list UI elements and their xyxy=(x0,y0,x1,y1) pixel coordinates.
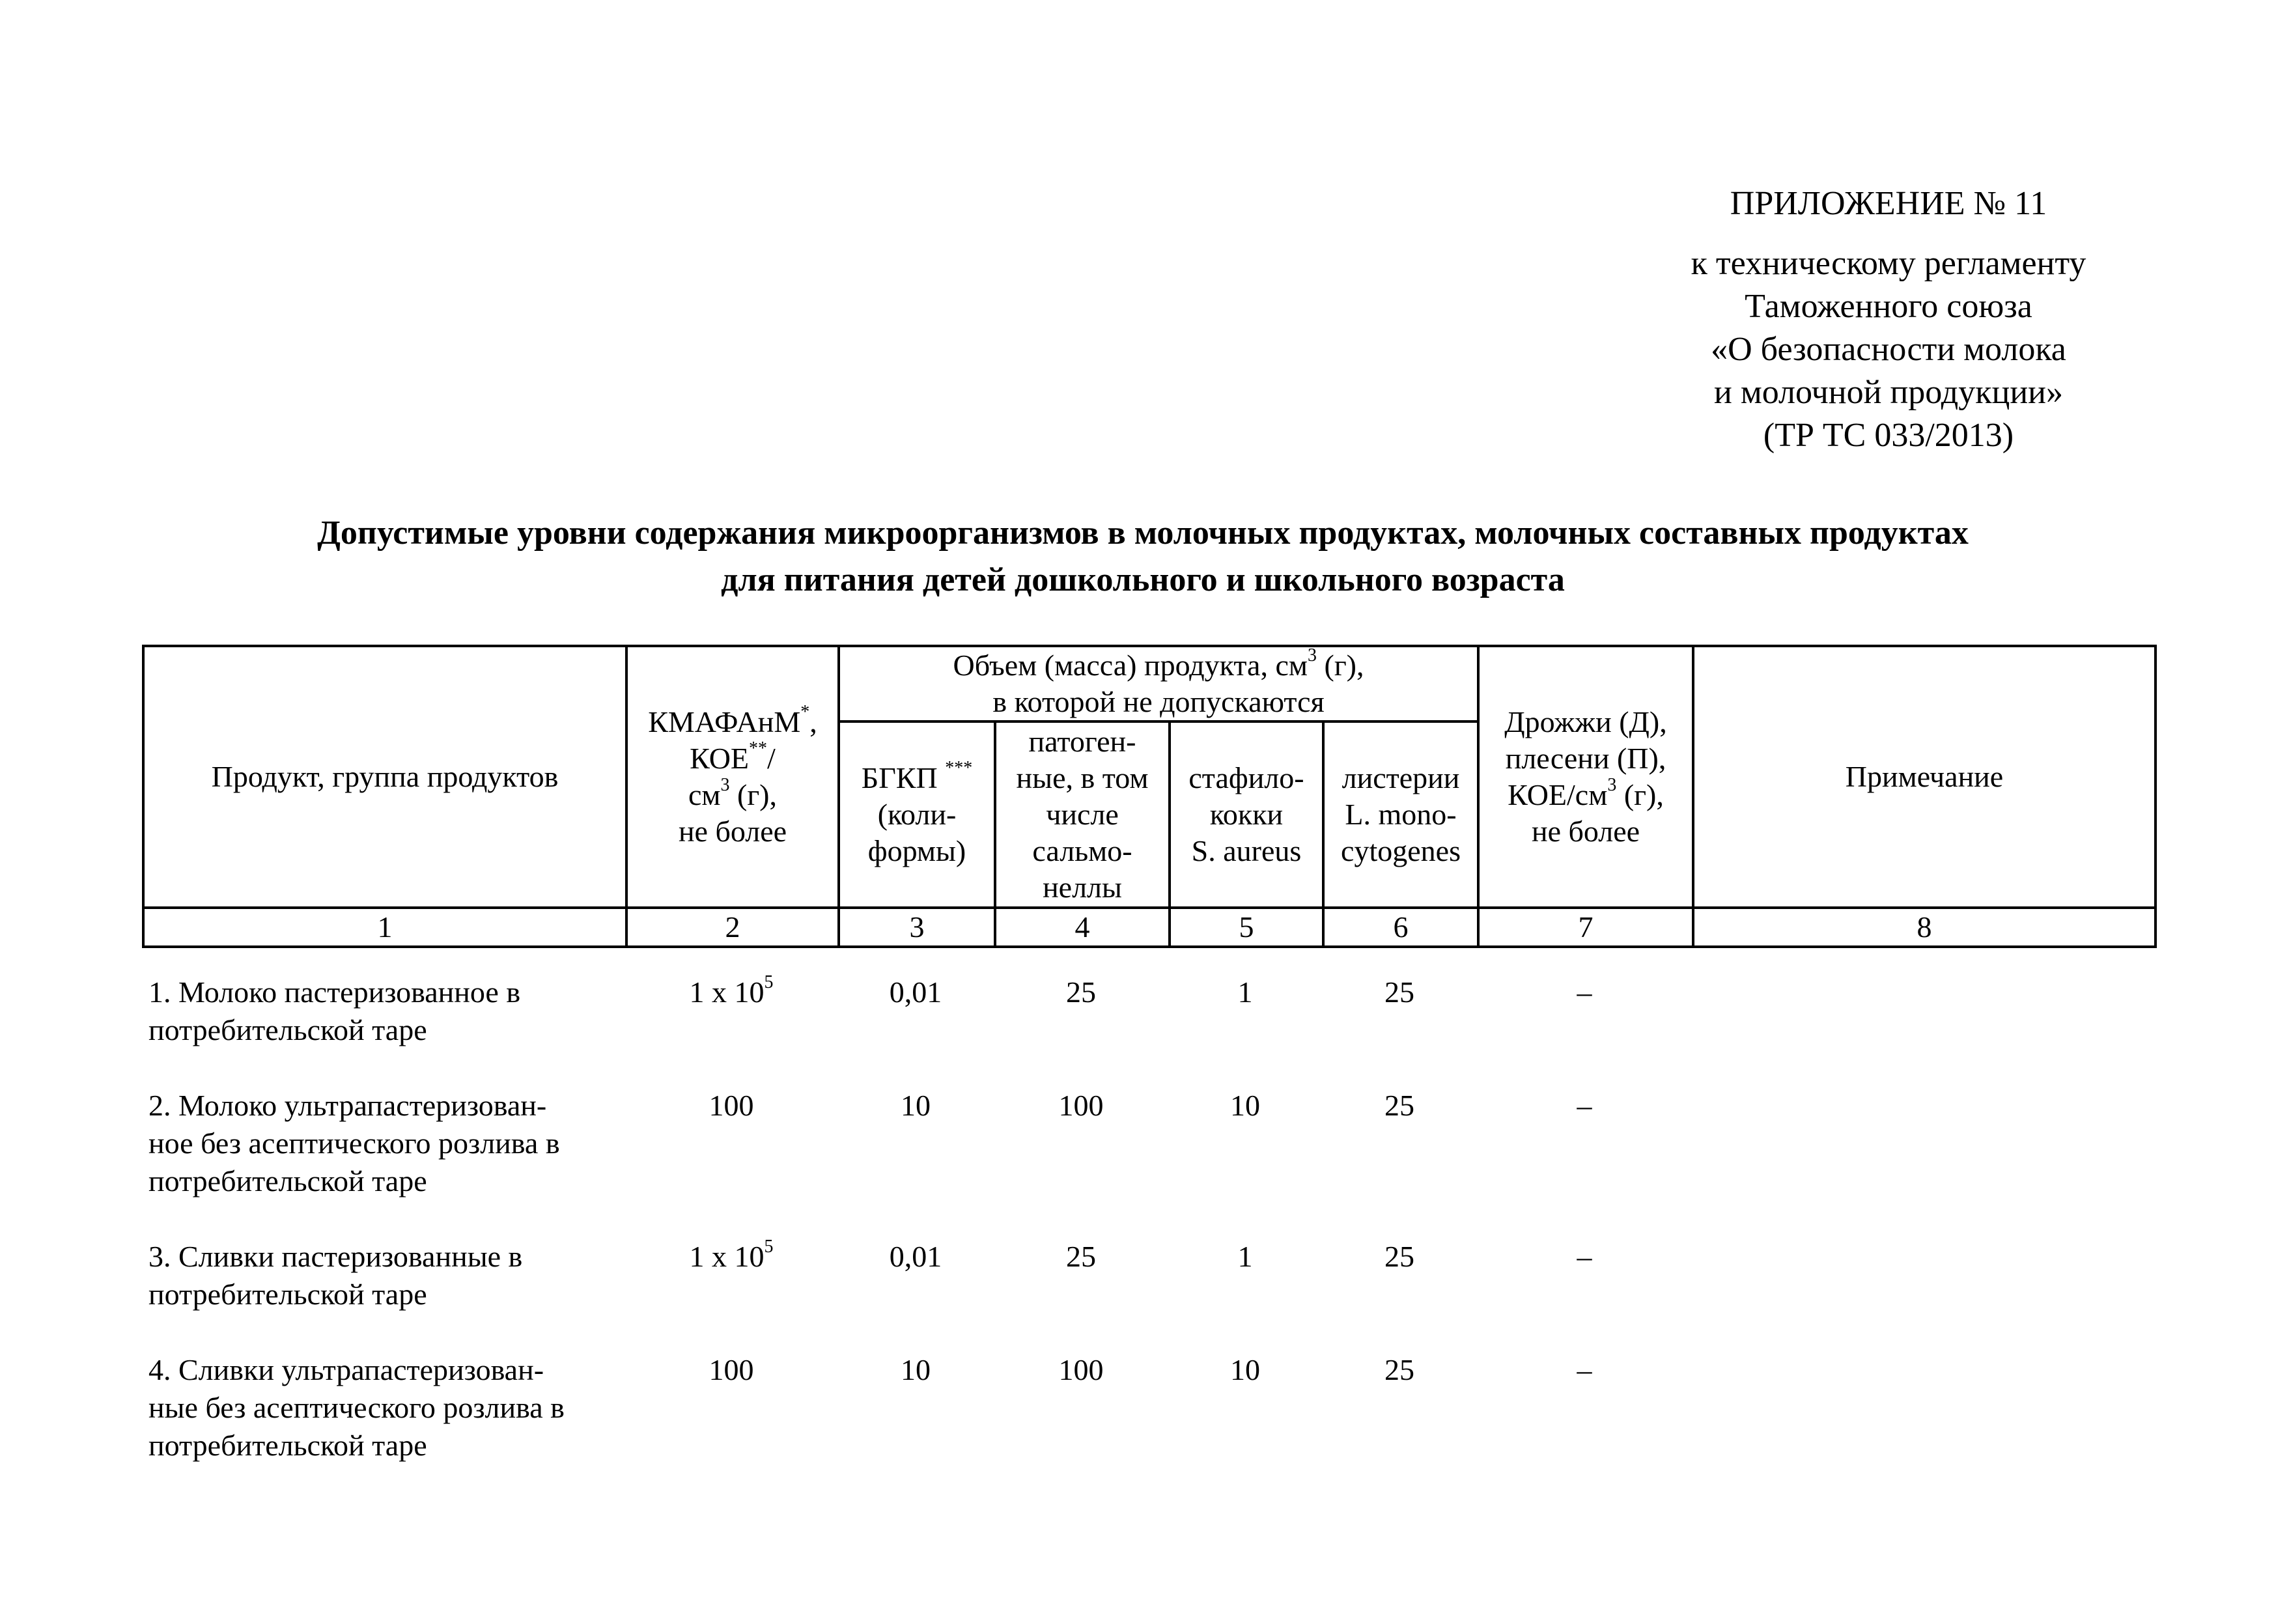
header-pathogens: патоген- ные, в том числе сальмо- неллы xyxy=(995,721,1170,908)
cell-bgkp: 10 xyxy=(901,1089,931,1122)
column-number: 6 xyxy=(1323,908,1478,947)
cell-kmafanm: 1 x $10^5$ xyxy=(689,972,774,1009)
column-number: 7 xyxy=(1478,908,1693,947)
table-body xyxy=(142,973,2154,1502)
cell-bgkp: 0,01 xyxy=(889,975,942,1009)
header-note: Примечание xyxy=(1693,646,2156,908)
cell-kmafanm: 1 x $10^5$ xyxy=(689,1237,774,1273)
table-header xyxy=(142,645,2157,948)
cell-pathogens: 100 xyxy=(1058,1089,1104,1122)
header-staph: стафило- кокки S. aureus xyxy=(1170,721,1323,908)
header-product: Продукт, группа продуктов xyxy=(143,646,626,908)
header-yeast: Дрожжи (Д), плесени (П), КОЕ/$см^3$ (г), не более xyxy=(1478,646,1693,908)
table-row xyxy=(142,1087,2154,1238)
cell-bgkp: 10 xyxy=(901,1353,931,1386)
cell-listeria: 25 xyxy=(1384,1240,1414,1273)
cell-staph: 1 xyxy=(1237,1240,1253,1273)
title-line: Допустимые уровни содержания микроорганизмов в молочных продуктах, молочных составных продуктах xyxy=(317,514,1969,552)
cell-product: 4. Сливки ультрапастеризован- ные без асептического розлива в потребительской таре xyxy=(148,1353,565,1462)
table-row xyxy=(142,1238,2154,1351)
cell-pathogens: 100 xyxy=(1058,1353,1104,1386)
cell-note xyxy=(1692,1238,2154,1351)
header-bgkp: БГКП *** (коли- формы) xyxy=(839,721,995,908)
table-row xyxy=(142,973,2154,1087)
column-number-row xyxy=(143,908,2156,947)
cell-product: 2. Молоко ультрапастеризован- ное без асептического розлива в потребительской таре xyxy=(148,1089,560,1197)
cell-product: 3. Сливки пастеризованные в потребительской таре xyxy=(148,1240,523,1311)
cell-listeria: 25 xyxy=(1384,975,1414,1009)
appendix-line: и молочной продукции» xyxy=(1714,374,2063,411)
cell-product: 1. Молоко пастеризованное в потребительской таре xyxy=(148,975,521,1046)
cell-pathogens: 25 xyxy=(1066,975,1096,1009)
cell-yeast: – xyxy=(1577,1240,1592,1273)
cell-staph: 1 xyxy=(1237,975,1253,1009)
appendix-line: (ТР ТС 033/2013) xyxy=(1763,417,2014,454)
header-kmafanm: КМАФАнМ*, КОЕ**/ $см^3$ (г), не более xyxy=(626,646,839,908)
cell-listeria: 25 xyxy=(1384,1089,1414,1122)
cell-note xyxy=(1692,973,2154,1087)
cell-kmafanm: 100 xyxy=(709,1089,754,1122)
appendix-line: «О безопасности молока xyxy=(1711,331,2066,368)
header-volume: Объем (масса) продукта, $см^3$ (г), в которой не допускаются xyxy=(839,646,1478,721)
column-number: 1 xyxy=(143,908,626,947)
appendix-line: к техническому регламенту xyxy=(1691,245,2086,282)
cell-kmafanm: 100 xyxy=(709,1353,754,1386)
appendix-block xyxy=(1582,182,2195,457)
appendix-number: ПРИЛОЖЕНИЕ № 11 xyxy=(1730,185,2047,222)
cell-yeast: – xyxy=(1577,975,1592,1009)
cell-listeria: 25 xyxy=(1384,1353,1414,1386)
title-line: для питания детей дошкольного и школьного возраста xyxy=(721,561,1565,598)
cell-note xyxy=(1692,1087,2154,1238)
column-number: 8 xyxy=(1693,908,2156,947)
cell-staph: 10 xyxy=(1230,1089,1260,1122)
header-listeria: листерии L. mono- cytogenes xyxy=(1323,721,1478,908)
column-number: 3 xyxy=(839,908,995,947)
cell-yeast: – xyxy=(1577,1089,1592,1122)
cell-pathogens: 25 xyxy=(1066,1240,1096,1273)
table-row xyxy=(142,1351,2154,1502)
column-number: 2 xyxy=(626,908,839,947)
cell-yeast: – xyxy=(1577,1353,1592,1386)
cell-note xyxy=(1692,1351,2154,1502)
document-title xyxy=(117,510,2169,604)
column-number: 5 xyxy=(1170,908,1323,947)
appendix-line: Таможенного союза xyxy=(1745,288,2032,325)
column-number: 4 xyxy=(995,908,1170,947)
cell-bgkp: 0,01 xyxy=(889,1240,942,1273)
cell-staph: 10 xyxy=(1230,1353,1260,1386)
